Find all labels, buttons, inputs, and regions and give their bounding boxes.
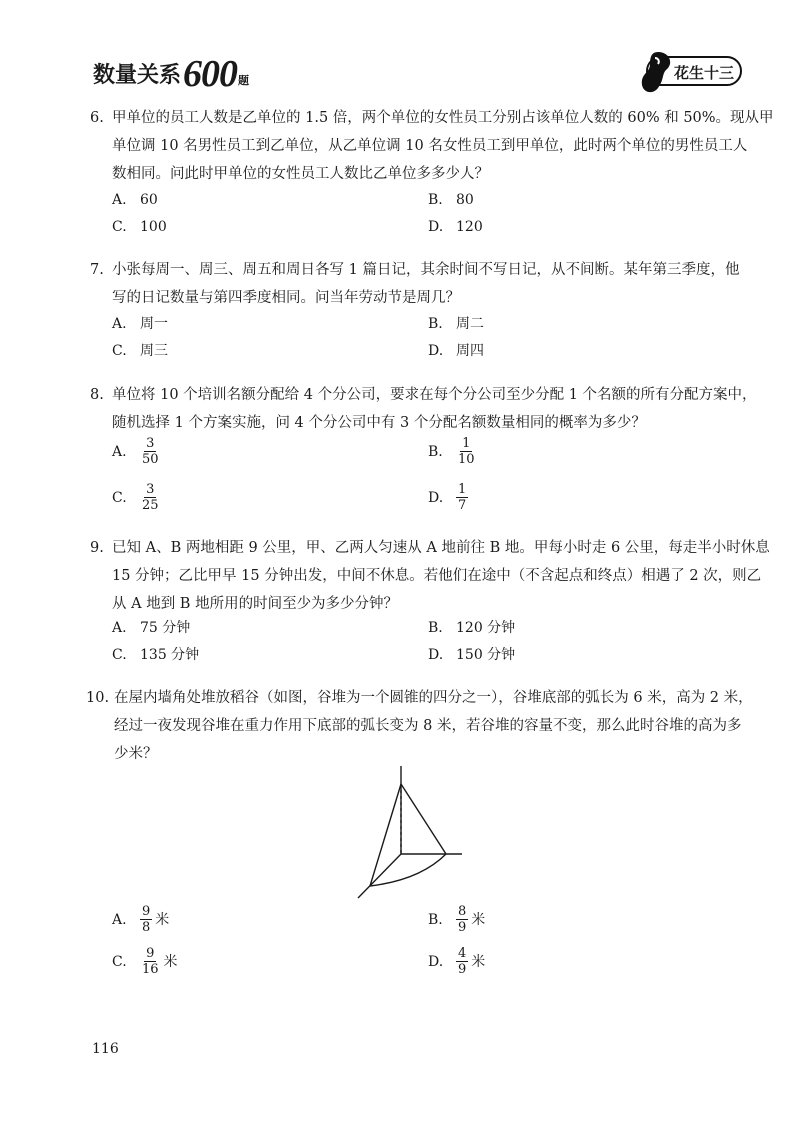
fraction (456, 904, 468, 935)
option-label: D. (428, 647, 444, 663)
option-label: D. (428, 219, 444, 235)
denominator: 50 (142, 452, 159, 467)
question-stem (112, 534, 770, 618)
question-10 (86, 684, 753, 768)
unit: 米 (471, 953, 486, 970)
option-text: 周四 (456, 343, 484, 359)
denominator: 7 (458, 498, 467, 513)
option-d[interactable] (428, 482, 468, 513)
option-label: B. (428, 192, 443, 208)
option-label: D. (428, 953, 444, 970)
option-d[interactable] (428, 341, 484, 361)
numerator: 3 (146, 482, 155, 497)
option-label: A. (112, 443, 127, 460)
option-label: A. (112, 192, 127, 208)
fraction (140, 482, 161, 513)
unit: 米 (155, 911, 170, 928)
stem-line: 单位调 10 名男性员工到乙单位，从乙单位调 10 名女性员工到甲单位，此时两个单位的男性员工人 (112, 138, 748, 154)
option-label: D. (428, 343, 444, 359)
question-stem (112, 104, 774, 188)
denominator: 10 (458, 452, 475, 467)
fraction (456, 436, 477, 467)
option-label: B. (428, 620, 443, 636)
option-label: B. (428, 316, 443, 332)
option-text: 100 (140, 219, 167, 235)
option-label: B. (428, 443, 443, 460)
unit: 米 (163, 953, 178, 970)
numerator: 1 (462, 436, 471, 451)
fraction (140, 436, 161, 467)
question-stem (112, 256, 750, 312)
question-number: 9. (90, 540, 104, 556)
denominator: 25 (142, 498, 159, 513)
option-a[interactable] (112, 436, 161, 467)
numerator: 3 (146, 436, 155, 451)
question-7 (90, 256, 750, 312)
page-number: 116 (92, 1041, 119, 1057)
book-title-number: 600 (183, 53, 238, 95)
option-text: 80 (456, 192, 474, 208)
book-title-suffix: 题 (238, 74, 250, 87)
option-b[interactable] (428, 190, 474, 210)
question-number: 8. (90, 387, 104, 403)
option-c[interactable] (112, 217, 167, 237)
stem-line: 随机选择 1 个方案实施，问 4 个分公司中有 3 个分配名额数量相同的概率为多少？ (112, 415, 646, 431)
option-c[interactable] (112, 946, 178, 977)
fraction (456, 482, 468, 513)
stem-line: 小张每周一、周三、周五和周日各写 1 篇日记，其余时间不写日记，从不间断。某年第三季度，他 (112, 262, 740, 278)
question-number: 6. (90, 110, 104, 126)
question-number: 7. (90, 262, 104, 278)
numerator: 4 (458, 946, 467, 961)
denominator: 8 (142, 920, 151, 935)
cone-base-arc (370, 854, 446, 886)
wall-edge-left (358, 854, 401, 898)
option-label: C. (112, 647, 127, 663)
numerator: 1 (458, 482, 467, 497)
option-label: B. (428, 911, 443, 928)
option-d[interactable] (428, 645, 515, 665)
denominator: 9 (458, 920, 467, 935)
stem-line: 写的日记数量与第四季度相同。问当年劳动节是周几？ (112, 290, 460, 306)
option-a[interactable] (112, 314, 168, 334)
option-label: A. (112, 911, 127, 928)
page-header-title (93, 53, 250, 95)
option-text: 周一 (140, 316, 168, 332)
numerator: 8 (458, 904, 467, 919)
option-label: C. (112, 219, 127, 235)
question-6 (90, 104, 774, 188)
fraction (140, 904, 152, 935)
denominator: 16 (142, 962, 159, 977)
option-label: C. (112, 489, 127, 506)
book-title: 数量关系 (93, 63, 182, 88)
option-text: 120 分钟 (456, 620, 516, 636)
fraction (140, 946, 161, 977)
option-text: 135 分钟 (140, 647, 200, 663)
question-stem (112, 381, 757, 437)
stem-line: 少米？ (114, 746, 158, 762)
option-label: D. (428, 489, 444, 506)
option-a[interactable] (112, 618, 190, 638)
option-d[interactable] (428, 946, 485, 977)
question-number: 10. (86, 690, 110, 706)
stem-line: 在屋内墙角处堆放稻谷（如图，谷堆为一个圆锥的四分之一），谷堆底部的弧长为 6 米，高为 2 米， (114, 690, 753, 706)
option-b[interactable] (428, 618, 515, 638)
option-b[interactable] (428, 904, 485, 935)
option-a[interactable] (112, 904, 169, 935)
quarter-cone-figure (350, 764, 470, 900)
option-a[interactable] (112, 190, 158, 210)
publisher-logo (636, 50, 744, 94)
option-text: 120 (456, 219, 483, 235)
option-text: 周三 (140, 343, 168, 359)
option-label: A. (112, 316, 127, 332)
question-9 (90, 534, 770, 618)
option-label: C. (112, 953, 127, 970)
denominator: 9 (458, 962, 467, 977)
option-label: A. (112, 620, 127, 636)
option-text: 周二 (456, 316, 484, 332)
numerator: 9 (146, 946, 155, 961)
logo-text: 花生十三 (673, 64, 734, 82)
stem-line: 甲单位的员工人数是乙单位的 1.5 倍，两个单位的女性员工分别占该单位人数的 60% 和 50%。现从甲 (112, 110, 774, 126)
option-text: 75 分钟 (140, 620, 191, 636)
stem-line: 经过一夜发现谷堆在重力作用下底部的弧长变为 8 米，若谷堆的容量不变，那么此时谷堆的高为多 (114, 718, 742, 734)
option-d[interactable] (428, 217, 483, 237)
fraction (456, 946, 468, 977)
cone-slant-right (401, 784, 446, 854)
option-c[interactable] (112, 645, 199, 665)
peanut-icon (636, 50, 678, 94)
stem-line: 数相同。问此时甲单位的女性员工人数比乙单位多多少人？ (112, 166, 489, 182)
stem-line: 单位将 10 个培训名额分配给 4 个分公司，要求在每个分公司至少分配 1 个名额的所有分配方案中， (112, 387, 757, 403)
stem-line: 已知 A、B 两地相距 9 公里，甲、乙两人匀速从 A 地前往 B 地。甲每小时走 6 公里，每走半小时休息 (112, 540, 770, 556)
stem-line: 15 分钟；乙比甲早 15 分钟出发，中间不休息。若他们在途中（不含起点和终点）相遇了 2 次，则乙 (112, 568, 762, 584)
option-text: 150 分钟 (456, 647, 516, 663)
unit: 米 (471, 911, 486, 928)
option-b[interactable] (428, 314, 484, 334)
option-b[interactable] (428, 436, 477, 467)
option-c[interactable] (112, 341, 168, 361)
question-8 (90, 381, 757, 437)
numerator: 9 (142, 904, 151, 919)
option-c[interactable] (112, 482, 161, 513)
option-text: 60 (140, 192, 158, 208)
option-label: C. (112, 343, 127, 359)
question-stem (114, 684, 753, 768)
stem-line: 从 A 地到 B 地所用的时间至少为多少分钟？ (112, 596, 399, 612)
